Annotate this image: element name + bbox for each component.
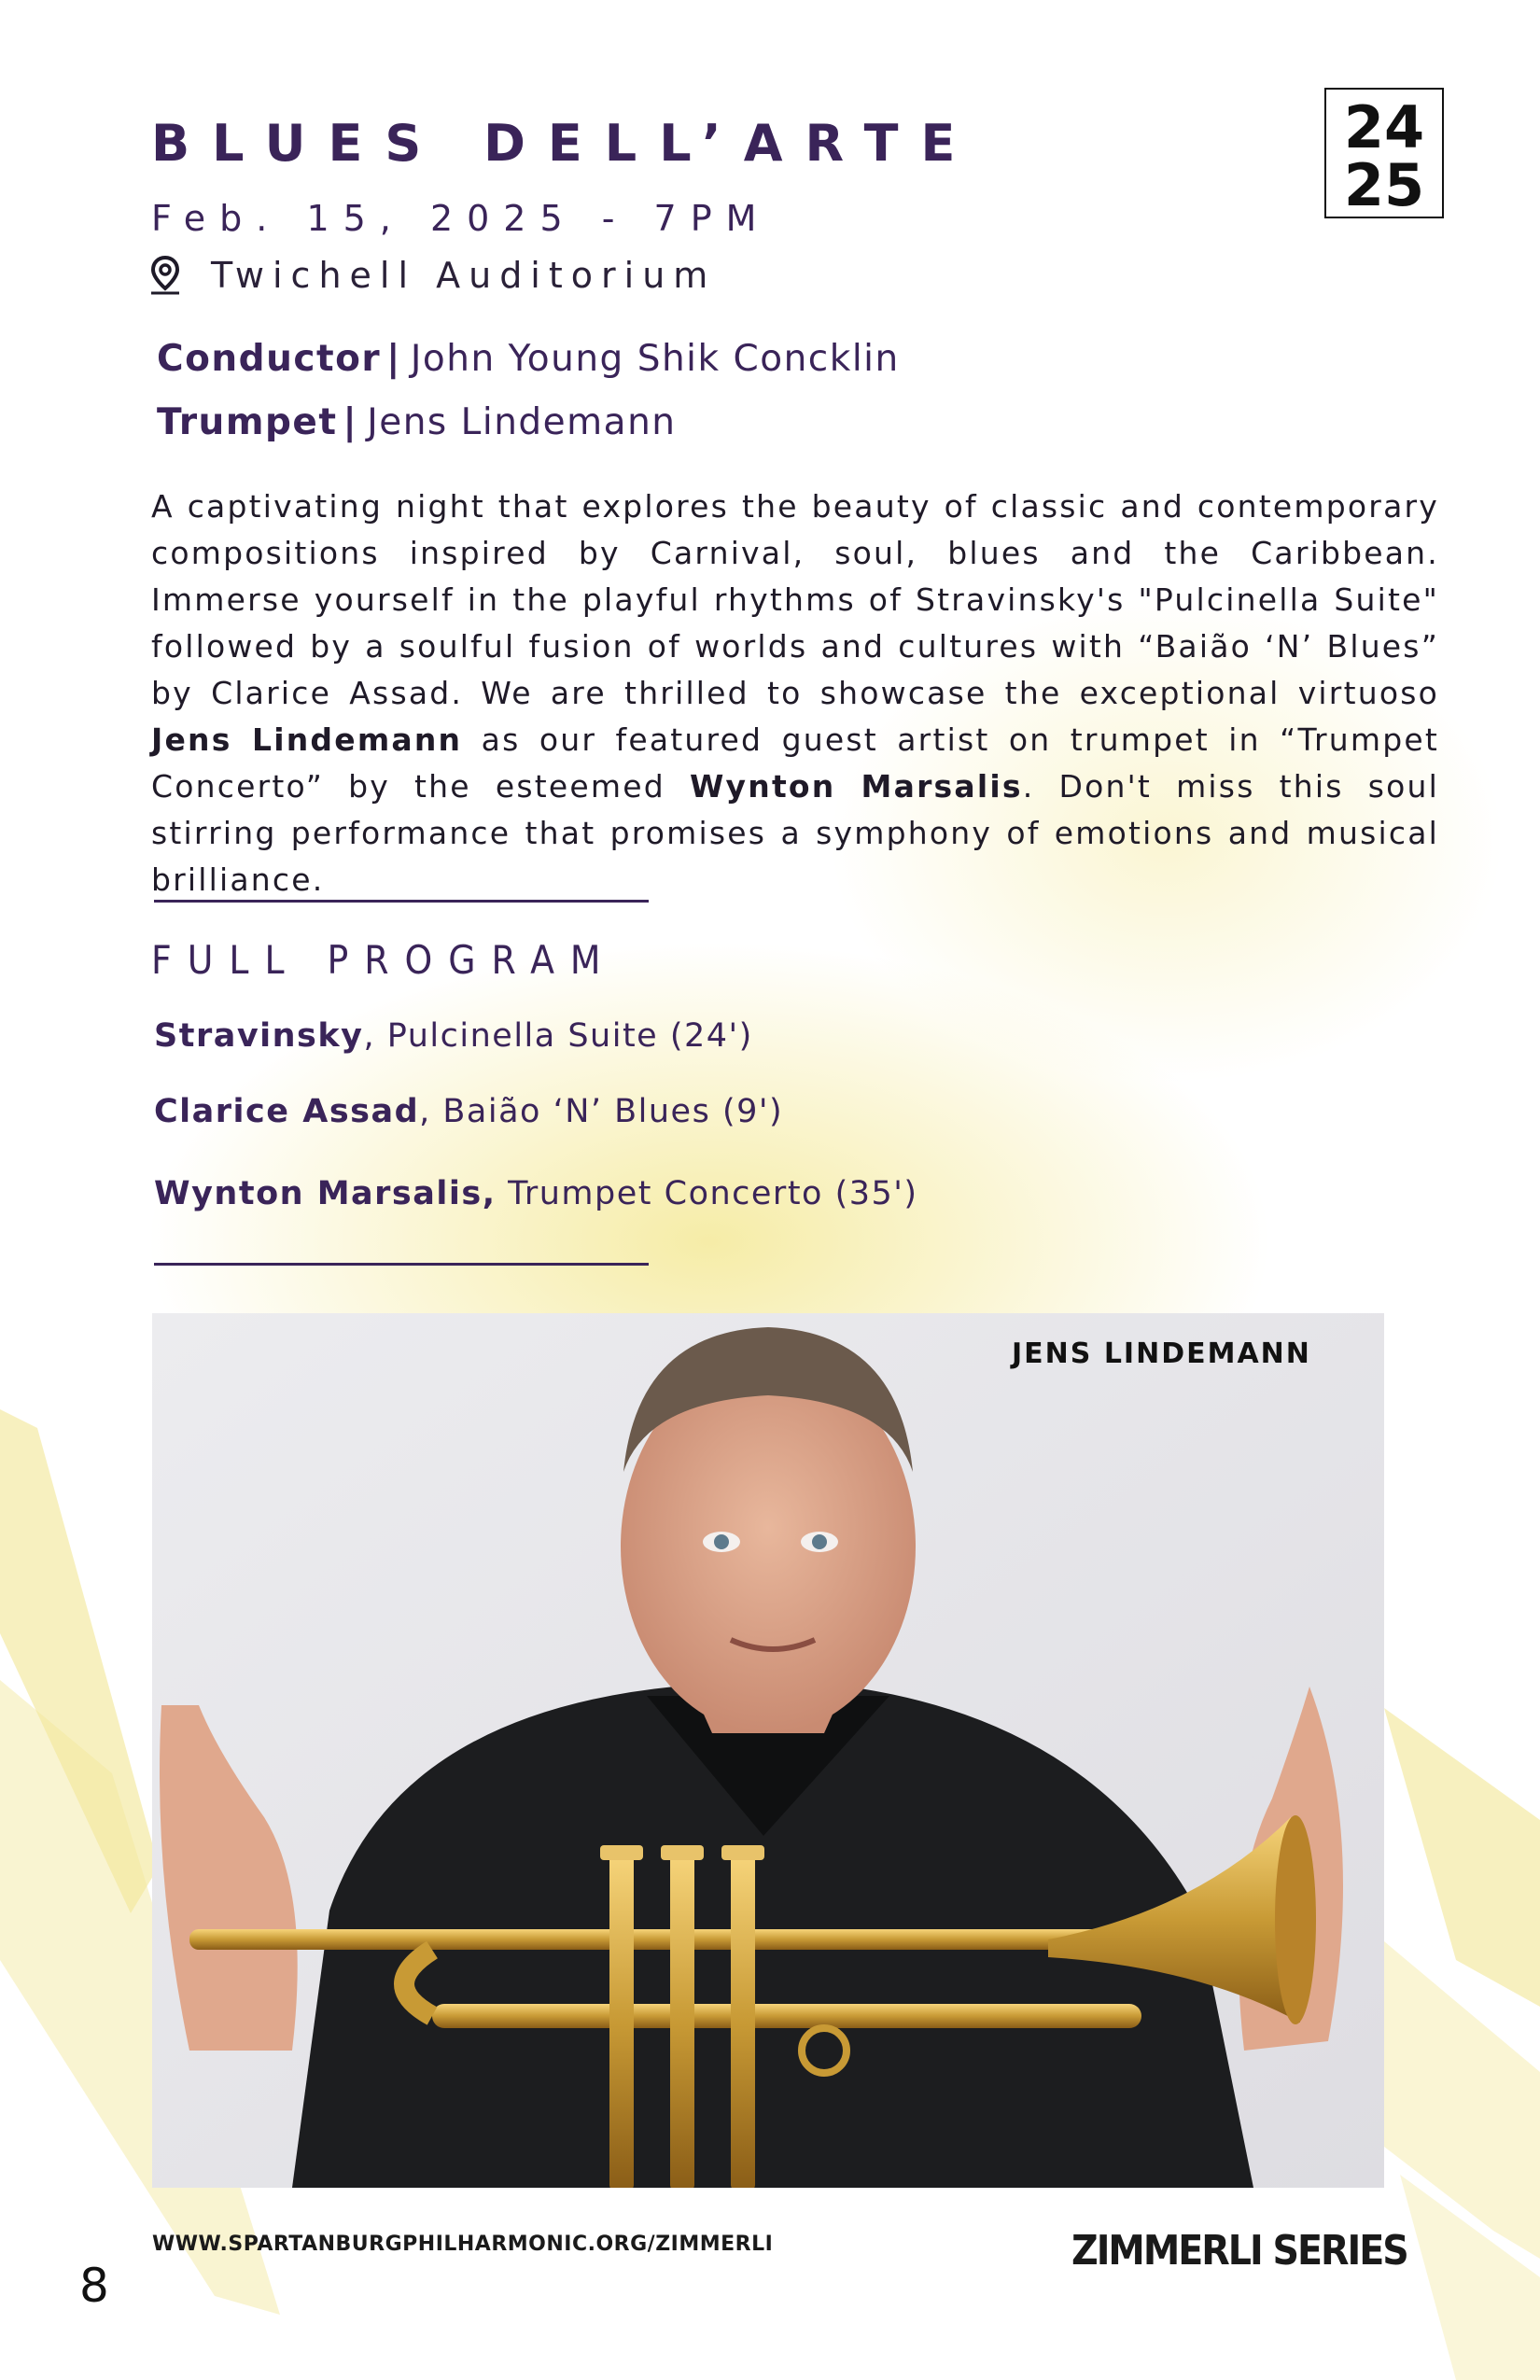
season-logo-mark [1326,90,1442,217]
credit-role: Conductor [157,338,382,380]
photo-caption: JENS LINDEMANN [1012,1337,1311,1370]
description-text: A captivating night that explores the beauty of classic and contemporary compositions inspired by Carnival, soul, blues and the Caribbean. Immerse yourself in the playful rhythms of Stravinsky's "Pulcinella Suite" followed by a soulful fusion of worlds and cultures with “Baião ‘N’ Blues” by Clarice Assad. We are thrilled to showcase the exceptional virtuoso [151,488,1439,711]
page-number: 8 [79,2259,109,2313]
credit-conductor [157,338,900,380]
divider-top [154,900,649,903]
credit-trumpet [157,401,677,443]
logo-year-top: 24 [1343,93,1425,161]
description-bold-composer: Wynton Marsalis [689,768,1023,805]
program-composer: Stravinsky [154,1017,364,1055]
venue-row [149,252,716,299]
event-date: Feb. 15, 2025 - 7PM [151,198,771,239]
program-item [154,1093,783,1130]
credit-separator: | [386,338,401,380]
credit-separator: | [343,401,358,443]
program-work: Trumpet Concerto (35') [496,1175,918,1212]
credit-role: Trumpet [157,401,338,443]
location-pin-icon [149,255,181,296]
event-description [151,483,1439,903]
program-item [154,1017,753,1055]
program-composer: Clarice Assad [154,1093,420,1130]
program-composer: Wynton Marsalis, [154,1175,497,1212]
divider-bottom [154,1263,649,1266]
program-heading: FULL PROGRAM [151,937,617,983]
logo-year-bottom: 25 [1343,151,1425,217]
event-title: BLUES DELL’ARTE [151,114,978,173]
credit-name: Jens Lindemann [367,401,677,443]
series-name: ZIMMERLI SERIES [1071,2227,1407,2275]
description-text: . Don't miss this soul stirring performance that promises a symphony of emotions and musical brilliance. [151,768,1439,898]
program-work: , Baião ‘N’ Blues (9') [419,1093,784,1130]
artist-photo [152,1313,1384,2188]
season-logo [1324,88,1444,218]
program-item [154,1175,918,1212]
venue-name: Twichell Auditorium [211,255,717,296]
footer-url[interactable]: WWW.SPARTANBURGPHILHARMONIC.ORG/ZIMMERLI [152,2233,774,2256]
program-work: , Pulcinella Suite (24') [363,1017,753,1055]
description-bold-artist: Jens Lindemann [151,721,463,758]
artist-illustration [152,1313,1384,2188]
description-text: as our featured guest artist on trumpet in “Trumpet Concerto” by the esteemed [151,721,1439,805]
credit-name: John Young Shik Concklin [410,338,900,380]
